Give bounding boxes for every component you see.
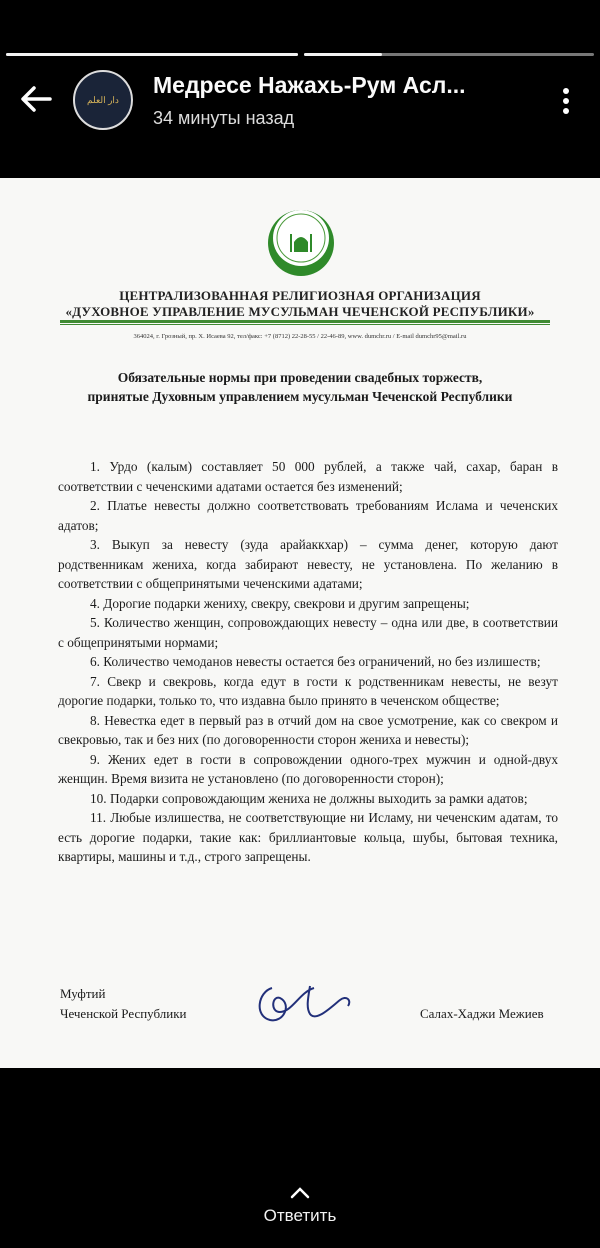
rule-item: 3. Выкуп за невесту (зуда арайаккхар) – сумма денег, которую дают родственникам жениха, когда забирают невесту, не установлена. По желанию в соответствии с общепринятыми чеченскими адатами;	[58, 537, 558, 591]
signer-name: Салах-Хаджи Межиев	[420, 1006, 544, 1021]
document-heading-2: принятые Духовным управлением мусульман Чеченской Республики	[87, 389, 513, 404]
rule-item: 10. Подарки сопровождающим жениха не должны выходить за рамки адатов;	[90, 790, 528, 806]
mosque-emblem-icon	[266, 208, 336, 278]
more-options-icon[interactable]	[556, 86, 576, 116]
chevron-up-icon	[289, 1186, 311, 1200]
org-name-line1: ЦЕНТРАЛИЗОВАННАЯ РЕЛИГИОЗНАЯ ОРГАНИЗАЦИЯ	[119, 288, 481, 303]
document-image	[0, 178, 600, 1068]
rule-item: 4. Дорогие подарки жениху, свекру, свекрови и другим запрещены;	[90, 595, 470, 611]
org-name-line2: «ДУХОВНОЕ УПРАВЛЕНИЕ МУСУЛЬМАН ЧЕЧЕНСКОЙ РЕСПУБЛИКИ»	[65, 304, 535, 319]
signature-icon	[250, 976, 360, 1026]
avatar[interactable]	[73, 70, 133, 130]
rule-item: 6. Количество чемоданов невесты остается без ограничений, но без излишеств;	[90, 654, 541, 669]
status-progress-1	[6, 53, 298, 56]
signer-title-1: Муфтий	[60, 986, 106, 1001]
rule-item: 1. Урдо (калым) составляет 50 000 рублей, а также чай, сахар, баран в соответствии с чеченскими адатами остается без изменений;	[58, 459, 558, 494]
rule-item: 8. Невестка едет в первый раз в отчий дом на свое усмотрение, как со свекром и свекровью, так и без них (по договоренности сторон жениха и невесты);	[58, 712, 558, 747]
letterhead-rule-thin	[60, 324, 550, 325]
rule-item: 11. Любые излишества, не соответствующие ни Исламу, ни чеченским адатам, то есть дорогие подарки, такие как: бриллиантовые кольца, шубы, бытовая техника, квартиры, машины и т.д., строго запрещены.	[58, 810, 558, 864]
org-address: 364024, г. Грозный, пр. Х. Исаева 92, тел/факс: +7 (8712) 22-28-55 / 22-46-89, www. dumchr.ru / E-mail dumchr95@mail.ru	[133, 333, 467, 340]
status-progress-2	[304, 53, 594, 56]
back-arrow-icon[interactable]	[18, 84, 54, 114]
rule-item: 5. Количество женщин, сопровождающих невесту – одна или две, в соответствии с общепринятыми нормами;	[58, 615, 558, 650]
letterhead-rule	[60, 320, 550, 323]
signer-title-2: Чеченской Республики	[60, 1006, 187, 1021]
rule-item: 7. Свекр и свекровь, когда едут в гости к родственникам невесты, не везут дорогие подарки, только то, что издавна было принято в чеченском обществе;	[58, 673, 558, 708]
rule-item: 9. Жених едет в гости в сопровождении одного-трех мужчин и одной-двух женщин. Время визита не установлено (по договоренности сторон);	[58, 751, 558, 786]
channel-title[interactable]: Медресе Нажахь-Рум Асл...	[153, 72, 466, 98]
status-time: 34 минуты назад	[153, 108, 295, 128]
reply-button[interactable]	[0, 1186, 600, 1226]
avatar-logo-text: دار العلم	[87, 94, 119, 105]
reply-label: Ответить	[263, 1206, 337, 1225]
document-heading-1: Обязательные нормы при проведении свадебных торжеств,	[117, 370, 483, 385]
rule-item: 2. Платье невесты должно соответствовать требованиям Ислама и чеченских адатов;	[58, 498, 558, 533]
rules-list	[58, 457, 558, 867]
